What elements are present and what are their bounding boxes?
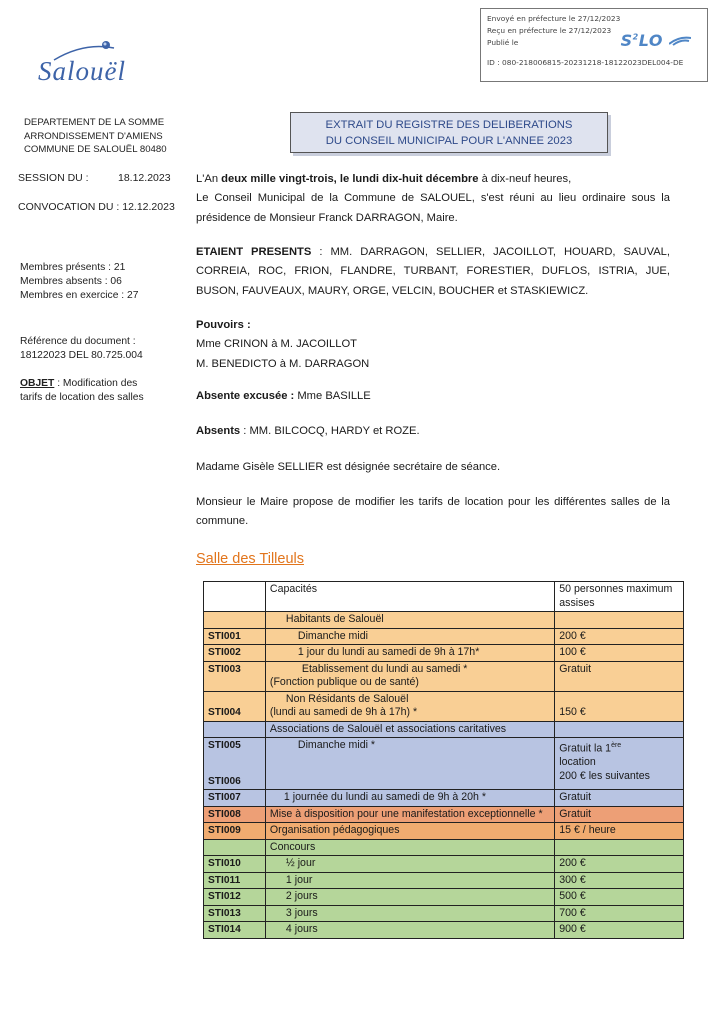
row-desc: 4 jours <box>265 922 554 939</box>
absents-line <box>196 422 670 441</box>
row-price: 500 € <box>555 889 684 906</box>
row-code: STI004 <box>204 691 266 721</box>
stamp-published: Publié le <box>487 38 519 47</box>
row-code: STI014 <box>204 922 266 939</box>
row-desc: Dimanche midi <box>265 628 554 645</box>
document-title-box <box>290 112 608 153</box>
row-code: STI013 <box>204 905 266 922</box>
intro-a: L'An <box>196 173 222 185</box>
row-code-2: STI006 <box>208 775 241 787</box>
row-desc-line-1: Non Résidants de Salouël <box>285 692 409 705</box>
price-line-2: location <box>559 756 596 769</box>
table-row <box>204 922 684 939</box>
intro-date: deux mille vingt-trois, le lundi dix-huit décembre <box>221 173 479 185</box>
s2low-logo-s: S <box>620 31 633 50</box>
members-present: Membres présents : 21 <box>20 262 126 273</box>
table-cell <box>555 721 684 738</box>
price-sup: ère <box>611 742 622 749</box>
intro-paragraph <box>196 170 670 228</box>
session-line <box>18 172 178 186</box>
table-row <box>204 856 684 873</box>
row-code: STI009 <box>204 823 266 840</box>
row-price: 100 € <box>555 645 684 662</box>
logo-text: Salouël <box>38 56 126 86</box>
table-cell <box>555 839 684 856</box>
row-desc: 2 jours <box>265 889 554 906</box>
reference-value: 18122023 DEL 80.725.004 <box>20 349 143 361</box>
table-row <box>204 738 684 790</box>
table-cell <box>204 839 266 856</box>
row-price: Gratuit <box>555 661 684 691</box>
row-desc <box>265 691 554 721</box>
row-desc: 3 jours <box>265 905 554 922</box>
row-price: 200 € <box>555 628 684 645</box>
table-group-row <box>204 721 684 738</box>
row-price: Gratuit <box>555 806 684 823</box>
members-absent: Membres absents : 06 <box>20 275 122 287</box>
arrondissement-line: ARRONDISSEMENT D'AMIENS <box>24 130 163 142</box>
row-price: 15 € / heure <box>555 823 684 840</box>
objet-text: : Modification des <box>54 378 138 389</box>
table-row <box>204 628 684 645</box>
convocation-line: CONVOCATION DU : 12.12.2023 <box>18 201 175 213</box>
row-desc: Dimanche midi * <box>265 738 554 790</box>
s2low-logo-rest: LO <box>638 31 663 50</box>
stamp-received: Reçu en préfecture le 27/12/2023 <box>487 26 612 35</box>
table-cell <box>204 612 266 629</box>
row-price: 700 € <box>555 905 684 922</box>
row-code <box>204 738 266 790</box>
table-row <box>204 790 684 807</box>
row-price: Gratuit <box>555 790 684 807</box>
prefecture-stamp <box>480 8 708 82</box>
absents-label: Absents <box>196 425 241 437</box>
table-cell <box>555 612 684 629</box>
session-label: SESSION DU : <box>18 172 89 184</box>
pouvoir-1: Mme CRINON à M. JACOILLOT <box>196 338 357 351</box>
absente-text: Mme BASILLE <box>297 390 371 402</box>
table-row <box>204 823 684 840</box>
title-line-2: DU CONSEIL MUNICIPAL POUR L'ANNEE 2023 <box>325 135 573 147</box>
pouvoir-2: M. BENEDICTO à M. DARRAGON <box>196 357 370 370</box>
intro-2: Le Conseil Municipal de la Commune de SALOUEL, s'est réuni au lieu ordinaire sous la présidence de Monsieur Franck DARRAGON, Maire. <box>196 192 670 224</box>
row-desc <box>265 661 554 691</box>
group-label: Associations de Salouël et associations caritatives <box>265 721 554 738</box>
table-row <box>204 872 684 889</box>
salle-title: Salle des Tilleuls <box>196 551 304 567</box>
row-price: 300 € <box>555 872 684 889</box>
members-block <box>20 261 138 302</box>
table-header-desc: Capacités <box>265 582 554 612</box>
row-price: 150 € <box>555 691 684 721</box>
title-line-1: EXTRAIT DU REGISTRE DES DELIBERATIONS <box>325 119 573 131</box>
presents-text: : MM. DARRAGON, SELLIER, JACOILLOT, HOUARD, SAUVAL, CORREIA, ROC, FRION, FLANDRE, TURBANT, FORESTIER, DUFLOS, ISTRIA, JUE, BUSON, FAUVEAUX, MAURY, ORGE, VELCIN, BOUCHER et STASKIEWICZ. <box>196 246 670 297</box>
table-row <box>204 905 684 922</box>
commune-line: COMMUNE DE SALOUËL 80480 <box>24 144 167 156</box>
price-line-1: Gratuit la 1 <box>559 742 612 755</box>
row-code: STI001 <box>204 628 266 645</box>
row-code: STI003 <box>204 661 266 691</box>
row-price: 900 € <box>555 922 684 939</box>
department-block <box>24 116 167 157</box>
absents-text: : MM. BILCOCQ, HARDY et ROZE. <box>240 425 420 437</box>
table-header-row <box>204 582 684 612</box>
presents-paragraph <box>196 243 670 301</box>
table-row <box>204 645 684 662</box>
objet-label: OBJET <box>20 378 55 389</box>
row-desc-line-2: (lundi au samedi de 9h à 17h) * <box>269 706 418 718</box>
table-group-row <box>204 839 684 856</box>
s2low-logo-sup: 2 <box>632 32 639 42</box>
stamp-id: ID : 080-218006815-20231218-18122023DEL004-DE <box>487 58 684 67</box>
row-desc: ½ jour <box>265 856 554 873</box>
objet-block <box>20 377 170 405</box>
row-desc: 1 jour du lundi au samedi de 9h à 17h* <box>265 645 554 662</box>
secretaire-line: Madame Gisèle SELLIER est désignée secrétaire de séance. <box>196 461 501 473</box>
s2low-logo <box>621 31 691 50</box>
row-price <box>555 738 684 790</box>
intro-c: à dix-neuf heures, <box>478 173 572 185</box>
absente-label: Absente excusée : <box>196 390 298 402</box>
stamp-sent: Envoyé en préfecture le 27/12/2023 <box>487 14 621 23</box>
row-code: STI007 <box>204 790 266 807</box>
row-price: 200 € <box>555 856 684 873</box>
row-desc: Organisation pédagogiques <box>265 823 554 840</box>
table-group-row <box>204 612 684 629</box>
table-row <box>204 806 684 823</box>
row-code: STI011 <box>204 872 266 889</box>
row-desc: Mise à disposition pour une manifestation exceptionnelle * <box>265 806 554 823</box>
row-code: STI008 <box>204 806 266 823</box>
reference-label: Référence du document : <box>20 336 136 347</box>
table-row <box>204 691 684 721</box>
members-exercice: Membres en exercice : 27 <box>20 289 139 301</box>
table-row <box>204 889 684 906</box>
table-cell <box>204 582 266 612</box>
row-desc-line-2: (Fonction publique ou de santé) <box>269 676 419 688</box>
propose-paragraph: Monsieur le Maire propose de modifier les tarifs de location pour les différentes salles de la commune. <box>196 496 670 528</box>
tarifs-table <box>203 581 684 939</box>
s2low-swoosh-icon <box>669 36 691 46</box>
group-label: Concours <box>265 839 554 856</box>
row-code-1: STI005 <box>208 740 241 751</box>
row-desc: 1 jour <box>265 872 554 889</box>
session-value: 18.12.2023 <box>118 172 171 184</box>
row-code: STI002 <box>204 645 266 662</box>
row-desc: 1 journée du lundi au samedi de 9h à 20h * <box>265 790 554 807</box>
price-line-3: 200 € les suivantes <box>559 769 650 782</box>
table-row <box>204 661 684 691</box>
dept-line: DEPARTEMENT DE LA SOMME <box>24 117 165 128</box>
reference-block <box>20 335 143 363</box>
pouvoirs-block <box>196 316 670 374</box>
table-header-price: 50 personnes maximum assises <box>555 582 684 612</box>
group-label: Habitants de Salouël <box>265 612 554 629</box>
absente-line <box>196 387 670 406</box>
pouvoirs-label: Pouvoirs : <box>196 319 251 331</box>
objet-text-2: tarifs de location des salles <box>20 391 144 403</box>
table-cell <box>204 721 266 738</box>
presents-label: ETAIENT PRESENTS <box>196 246 312 258</box>
salouel-logo <box>34 38 174 94</box>
row-code: STI012 <box>204 889 266 906</box>
row-desc-line-1: Etablissement du lundi au samedi * <box>301 662 468 675</box>
row-code: STI010 <box>204 856 266 873</box>
